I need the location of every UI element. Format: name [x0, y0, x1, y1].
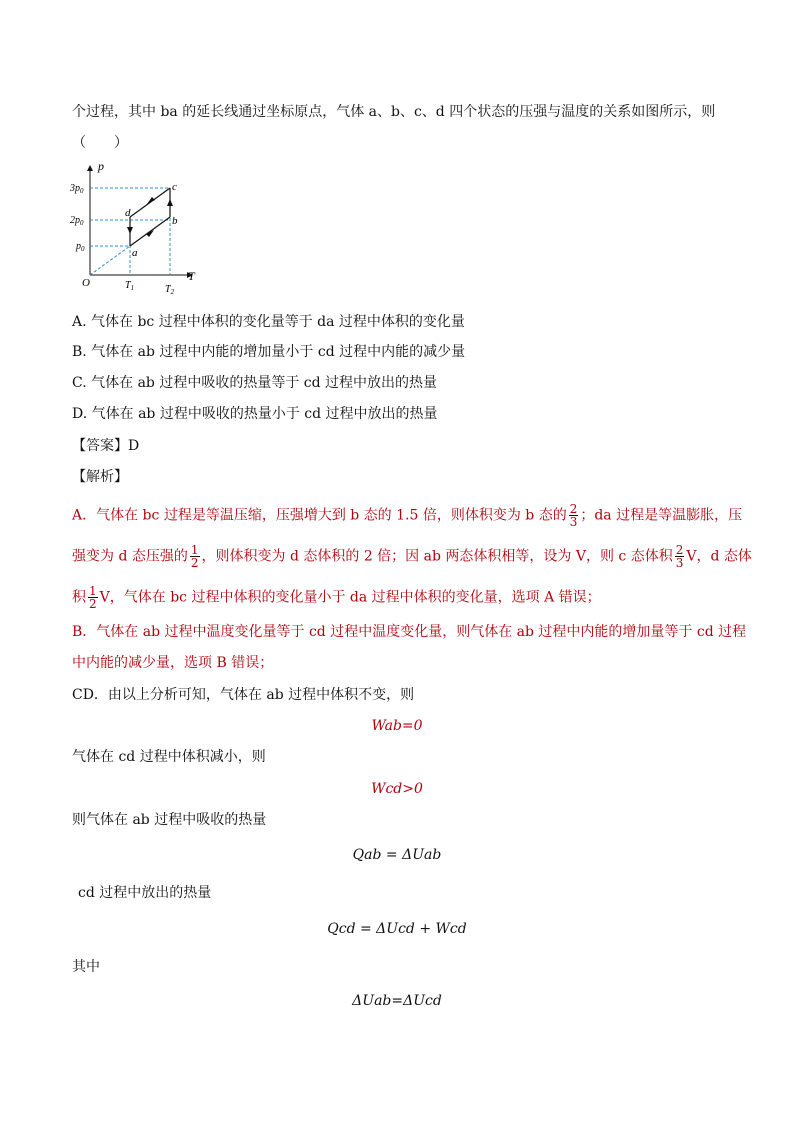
- question-line-1: 个过程，其中 ba 的延长线通过坐标原点，气体 a、b、c、d 四个状态的压强与温度的关系如图所示，则: [72, 104, 716, 120]
- equation-3: Qab = ΔUab: [352, 847, 442, 863]
- option-c: C. 气体在 ab 过程中吸收的热量等于 cd 过程中放出的热量: [72, 375, 438, 391]
- point-c: c: [172, 181, 177, 193]
- analysis-cd-line-5: 其中: [72, 959, 100, 975]
- fraction: $\frac{1}{2}$: [190, 543, 199, 570]
- fraction: $\frac{1}{2}$: [89, 584, 97, 611]
- tick-p0: $p_0$: [76, 241, 85, 253]
- analysis-cd-line-3: 则气体在 ab 过程中吸收的热量: [72, 812, 267, 828]
- analysis-cd-line-4: cd 过程中放出的热量: [78, 885, 212, 901]
- analysis-label: 【解析】: [72, 469, 128, 485]
- analysis-b-line-2: 中内能的减少量，选项 B 错误；: [72, 655, 274, 671]
- point-d: d: [125, 207, 131, 219]
- option-b: B. 气体在 ab 过程中内能的增加量小于 cd 过程中内能的减少量: [72, 344, 466, 360]
- point-a: a: [132, 247, 138, 259]
- analysis-a-line-2: 强变为 d 态压强的 $\frac{1}{2}$ ，则体积变为 d 态体积的 2 倍；因 ab 两态体积相等，设为 V，则 c 态体积 $\frac{2}{3}$ V，d 态体: [72, 543, 752, 570]
- y-axis-label: p: [98, 160, 104, 173]
- equation-2: Wcd>0: [371, 781, 423, 797]
- x-axis-label: T: [188, 269, 195, 283]
- equation-4: Qcd = ΔUcd + Wcd: [327, 921, 467, 937]
- tick-3p0: $3p_0$: [70, 183, 84, 195]
- origin-label: O: [82, 277, 90, 289]
- p-t-graph: [70, 160, 210, 296]
- equation-5: ΔUab=ΔUcd: [352, 993, 442, 1009]
- analysis-b-line-1: B．气体在 ab 过程中温度变化量等于 cd 过程中温度变化量，则气体在 ab 过程中内能的增加量等于 cd 过程: [72, 624, 747, 640]
- ab-line: [130, 217, 170, 246]
- tick-T1: $T_1$: [125, 280, 135, 292]
- answer-label: 【答案】D: [72, 438, 140, 454]
- tick-2p0: $2p_0$: [70, 215, 84, 227]
- question-line-2: （ ）: [72, 135, 128, 151]
- analysis-cd-line-2: 气体在 cd 过程中体积减小，则: [72, 749, 266, 765]
- equation-1: Wab=0: [371, 718, 423, 734]
- option-a: A. 气体在 bc 过程中体积的变化量等于 da 过程中体积的变化量: [72, 314, 465, 330]
- option-d: D. 气体在 ab 过程中吸收的热量小于 cd 过程中放出的热量: [72, 406, 438, 422]
- analysis-cd-line-1: CD．由以上分析可知，气体在 ab 过程中体积不变，则: [72, 687, 415, 703]
- analysis-a-line-1: A．气体在 bc 过程是等温压缩，压强增大到 b 态的 1.5 倍，则体积变为 b 态的 $\frac{2}{3}$ ；da 过程是等温膨胀，压: [72, 502, 743, 529]
- fraction: $\frac{2}{3}$: [675, 543, 684, 570]
- tick-T2: $T_2$: [165, 284, 175, 296]
- fraction: $\frac{2}{3}$: [569, 502, 578, 529]
- analysis-a-line-3: 积 $\frac{1}{2}$ V，气体在 bc 过程中体积的变化量小于 da 过程中体积的变化量，选项 A 错误；: [72, 584, 601, 611]
- point-b: b: [172, 215, 178, 227]
